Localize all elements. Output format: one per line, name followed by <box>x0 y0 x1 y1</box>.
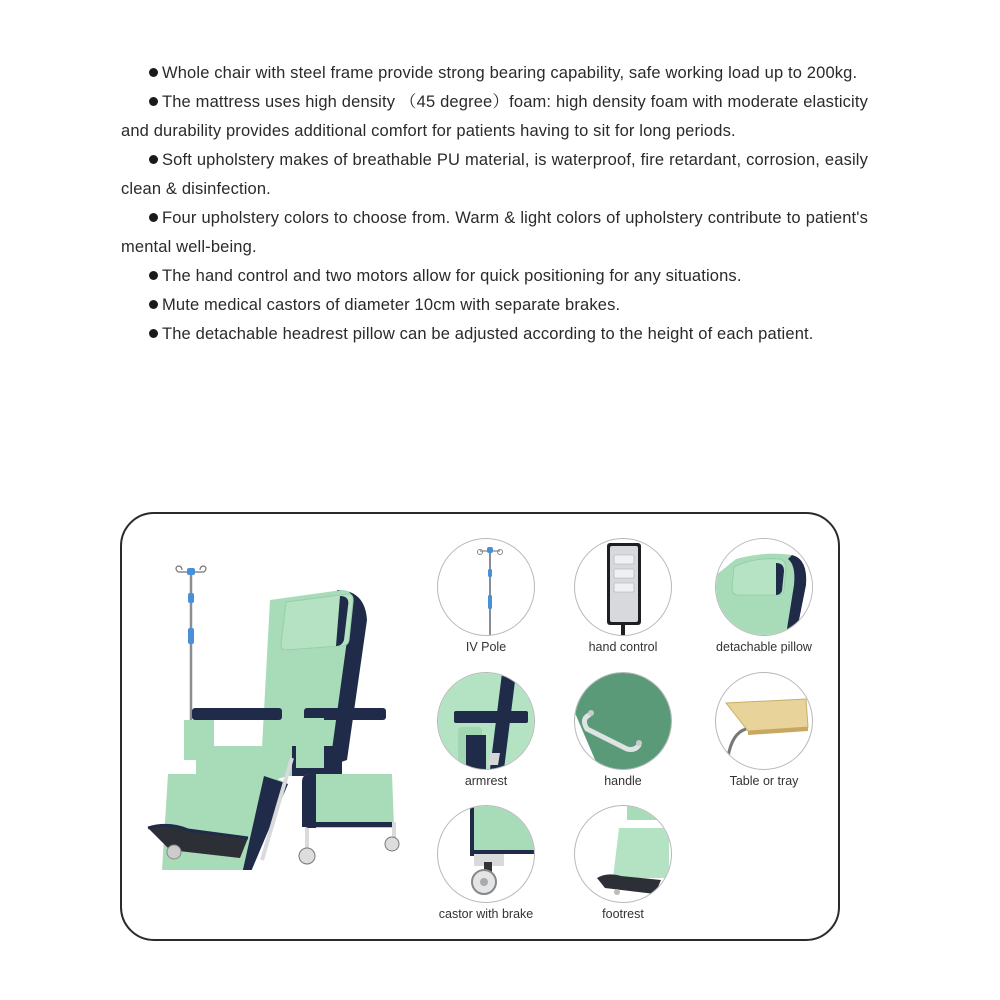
footrest-icon <box>574 805 672 903</box>
component-label: detachable pillow <box>716 640 812 654</box>
bullet-icon <box>149 300 158 309</box>
component-label: footrest <box>602 907 644 921</box>
component-label: IV Pole <box>465 640 507 654</box>
component-label: hand control <box>588 640 658 654</box>
component-label: armrest <box>464 774 508 788</box>
bullet-icon <box>149 213 158 222</box>
handle-icon <box>574 672 672 770</box>
component-detachable-pillow <box>699 538 829 654</box>
feature-list <box>121 59 868 349</box>
component-castor <box>421 805 551 921</box>
castor-icon <box>437 805 535 903</box>
component-hand-control <box>558 538 688 654</box>
component-label: Table or tray <box>729 774 799 788</box>
bullet-icon <box>149 329 158 338</box>
bullet-icon <box>149 271 158 280</box>
tray-icon <box>715 672 813 770</box>
iv-pole-icon <box>437 538 535 636</box>
dialysis-chair-photo <box>142 560 404 870</box>
feature-item: The detachable headrest pillow can be adjusted according to the height of each patient. <box>121 320 868 349</box>
hand-control-icon <box>574 538 672 636</box>
bullet-icon <box>149 68 158 77</box>
feature-item: The mattress uses high density （45 degree）foam: high density foam with moderate elasticity and durability provides additional comfort for patients having to sit for long periods. <box>121 93 868 140</box>
component-table-tray <box>699 672 829 788</box>
component-iv-pole <box>421 538 551 654</box>
component-handle <box>558 672 688 788</box>
pillow-icon <box>715 538 813 636</box>
component-footrest <box>558 805 688 921</box>
bullet-icon <box>149 97 158 106</box>
component-armrest <box>421 672 551 788</box>
component-label: handle <box>604 774 642 788</box>
bullet-icon <box>149 155 158 164</box>
feature-item: Whole chair with steel frame provide strong bearing capability, safe working load up to 200kg. <box>121 59 868 88</box>
feature-item: Four upholstery colors to choose from. Warm & light colors of upholstery contribute to patient's mental well-being. <box>121 209 868 256</box>
feature-item: The hand control and two motors allow for quick positioning for any situations. <box>121 262 868 291</box>
component-label: castor with brake <box>438 907 534 921</box>
feature-item: Soft upholstery makes of breathable PU material, is waterproof, fire retardant, corrosion, easily clean & disinfection. <box>121 151 868 198</box>
armrest-icon <box>437 672 535 770</box>
feature-item: Mute medical castors of diameter 10cm with separate brakes. <box>121 291 868 320</box>
